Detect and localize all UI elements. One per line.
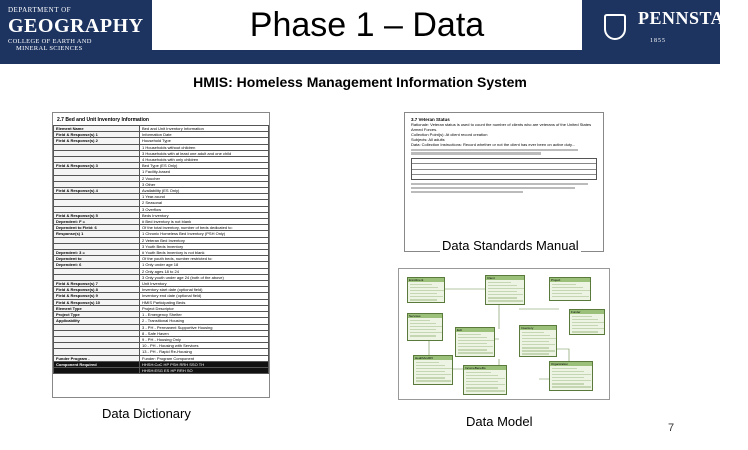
slide-title: Phase 1 – Data — [249, 6, 485, 44]
dictionary-field: Dependent: 6 — [54, 262, 140, 268]
manual-line: Data: Collection Instructions: Record whether or not the client has ever been on active duty... — [411, 142, 576, 147]
dictionary-field: Dependent to — [54, 256, 140, 262]
university-name: PENNSTATE — [638, 8, 748, 28]
dictionary-table — [53, 125, 269, 374]
model-entity-name: Funder — [570, 310, 604, 314]
dictionary-value: # Youth Beds Inventory is not blank — [140, 250, 269, 256]
dictionary-field: Project Type — [54, 312, 140, 318]
dictionary-field: Dependent: 3 = — [54, 250, 140, 256]
founding-year: 1855 — [650, 38, 666, 44]
college-line-1: COLLEGE OF EARTH AND — [8, 38, 92, 45]
model-entity-name: Exit — [456, 328, 494, 332]
dictionary-value: 3 Only youth under age 24 (both of the above) — [140, 274, 269, 280]
dictionary-value: Of the youth beds, number restricted to: — [140, 256, 269, 262]
dictionary-value: 8 - Safe Haven — [140, 330, 269, 336]
dictionary-value: 9 - PH - Housing Only — [140, 336, 269, 342]
dictionary-value: 1 Households without children — [140, 144, 269, 150]
model-entity-name: Client — [486, 276, 524, 280]
caption-data-standards-manual: Data Standards Manual — [442, 238, 579, 253]
dictionary-value: Project Descriptor — [140, 305, 269, 311]
dictionary-value: 3 Other — [140, 181, 269, 187]
dictionary-value: Inventory start date (optional field) — [140, 287, 269, 293]
dictionary-field: Dependent: F = — [54, 219, 140, 225]
model-entity-name: Services — [408, 314, 442, 318]
dictionary-value: Beds Inventory — [140, 212, 269, 218]
dictionary-value: Inventory end date (optional field) — [140, 293, 269, 299]
dictionary-row — [54, 367, 269, 373]
college-line-2: MINERAL SCIENCES — [16, 45, 83, 52]
dept-name: GEOGRAPHY — [8, 15, 144, 37]
model-entity — [407, 313, 443, 341]
dictionary-value: Funder: Program Component — [140, 355, 269, 361]
dictionary-value: 2 - Transitional Housing — [140, 318, 269, 324]
dictionary-value: Unit Inventory — [140, 281, 269, 287]
dept-label: DEPARTMENT OF — [8, 6, 72, 14]
dictionary-field: Field & Response(s) 10 — [54, 299, 140, 305]
model-entity-name: Enrollment — [408, 278, 444, 282]
dictionary-field: Component Required — [54, 361, 140, 367]
manual-line: Subjects: All adults — [411, 137, 445, 142]
dictionary-field: Funder Program - — [54, 355, 140, 361]
dictionary-value: 4 Households with only children — [140, 157, 269, 163]
dictionary-field: Field & Response(s) 8 — [54, 287, 140, 293]
dictionary-field: Field & Response(s) 1 — [54, 132, 140, 138]
model-entity — [413, 355, 453, 385]
dictionary-value: 3 Overflow — [140, 206, 269, 212]
dictionary-field: Field & Response(s) 2 — [54, 138, 140, 144]
dictionary-value: # Bed inventory is not blank — [140, 219, 269, 225]
dictionary-value: Bed and Unit Inventory Information — [140, 126, 269, 132]
dictionary-value: 3 - PH - Permanent Supportive Housing — [140, 324, 269, 330]
dictionary-value: 1 Year-round — [140, 194, 269, 200]
manual-heading: 3.7 Veteran Status — [411, 117, 450, 122]
pennstate-logo — [582, 0, 748, 64]
dictionary-value: HMIS Participating Beds — [140, 299, 269, 305]
dictionary-value: 1 Facility-based — [140, 169, 269, 175]
slide-header — [0, 0, 748, 64]
header-rule — [152, 50, 582, 64]
model-entity — [455, 327, 495, 357]
dictionary-field: Field & Response(s) 5 — [54, 212, 140, 218]
dictionary-field: Dependent to Field: 6 — [54, 225, 140, 231]
dictionary-value: Household Type — [140, 138, 269, 144]
dictionary-field: Field & Response(s) 7 — [54, 281, 140, 287]
dictionary-field: Field & Response(s) 3 — [54, 163, 140, 169]
dictionary-value: 10 - PH - Housing with Services — [140, 343, 269, 349]
slide-subtitle: HMIS: Homeless Management Information System — [193, 74, 527, 90]
dictionary-value: 1 Only under age 18 — [140, 262, 269, 268]
manual-line: Collection Point(s): At client record creation — [411, 132, 488, 137]
model-entity-name: HealthAndDV — [414, 356, 452, 360]
dictionary-value: 1 - Emergency Shelter — [140, 312, 269, 318]
dictionary-value: 2 Veteran Bed Inventory — [140, 237, 269, 243]
caption-data-dictionary: Data Dictionary — [102, 406, 191, 421]
model-entity — [569, 309, 605, 335]
dictionary-value: Information Date — [140, 132, 269, 138]
dictionary-value: 3 Households with at least one adult and one child — [140, 150, 269, 156]
model-entity-name: IncomeBenefits — [464, 366, 506, 370]
data-model-image — [398, 268, 610, 400]
model-entity — [549, 361, 593, 391]
dictionary-value: 3 Youth Beds Inventory — [140, 243, 269, 249]
model-entity — [463, 365, 507, 395]
dictionary-field: Field & Response(s) 9 — [54, 293, 140, 299]
model-entity-name: Organization — [550, 362, 592, 366]
dictionary-value: 1 Chronic Homeless Bed Inventory (PSH Only) — [140, 231, 269, 237]
dictionary-value: Bed Type (ES Only) — [140, 163, 269, 169]
model-entity-name: Inventory — [520, 326, 556, 330]
geography-logo — [0, 0, 152, 64]
shield-icon — [604, 14, 626, 40]
manual-line: Rationale: Veteran status is used to count the number of clients who are veterans of the United States — [411, 122, 592, 127]
data-dictionary-image — [52, 112, 270, 398]
dictionary-field: Applicability — [54, 318, 140, 324]
model-entity-name: Project — [550, 278, 590, 282]
model-entity — [519, 325, 557, 357]
dictionary-field: Field & Response(s) 4 — [54, 188, 140, 194]
dictionary-value: 13 - PH - Rapid Re-Housing — [140, 349, 269, 355]
dictionary-field: Response(s) 1 — [54, 231, 140, 237]
dictionary-field — [54, 367, 140, 373]
dictionary-value: Of the total inventory, number of beds dedicated to: — [140, 225, 269, 231]
dictionary-value: 2 Only ages 18 to 24 — [140, 268, 269, 274]
data-standards-manual-image — [404, 112, 604, 252]
manual-response-table — [411, 158, 597, 180]
manual-line: Armed Forces. — [411, 127, 438, 132]
dictionary-value: 2 Seasonal — [140, 200, 269, 206]
dictionary-value: Availability (ES Only) — [140, 188, 269, 194]
model-entity — [485, 275, 525, 305]
dictionary-heading: 2.7 Bed and Unit Inventory Information — [57, 117, 149, 123]
dictionary-value: 2 Voucher — [140, 175, 269, 181]
dictionary-field: Element Type — [54, 305, 140, 311]
dictionary-field: Element Name — [54, 126, 140, 132]
dictionary-value: HHSH:ESG ES HP RRH SO — [140, 367, 269, 373]
dictionary-value: HHSH:CoC HP PSH RRH SSO TH — [140, 361, 269, 367]
model-entity — [407, 277, 445, 303]
page-number: 7 — [668, 422, 675, 434]
model-entity — [549, 277, 591, 301]
caption-data-model: Data Model — [466, 414, 533, 429]
